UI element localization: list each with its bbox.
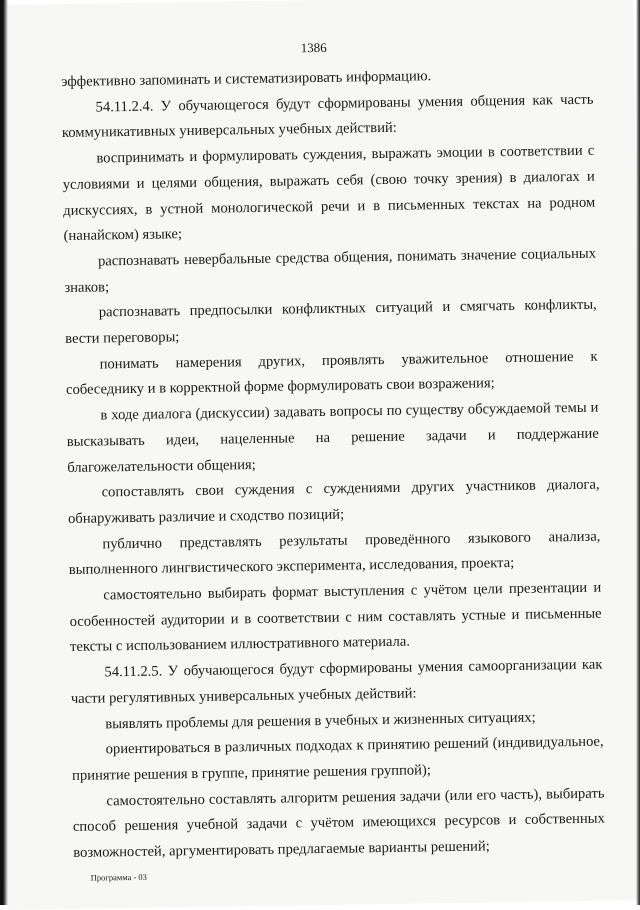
scan-edge-left — [0, 0, 8, 905]
paragraph: самостоятельно выбирать формат выступления с учётом цели презентации и особенностей аудитории и в соответствии с ним составлять устные и письменные тексты с использованием иллюстративного материала. — [69, 579, 602, 656]
paragraph: воспринимать и формулировать суждения, выражать эмоции в соответствии с условиями и целями общения, выражать себя (свою точку зрения) в диалогах и дискуссиях, в устной монологической речи и в письменных текстах на родном (нанайском) языке; — [62, 142, 596, 245]
page-number: 1386 — [300, 39, 327, 56]
paragraph: ориентироваться в различных подходах к принятию решений (индивидуальное, принятие решения в группе, принятие решения группой); — [71, 733, 604, 784]
body-text — [61, 62, 605, 867]
footer-note: Программа - 03 — [90, 871, 147, 883]
scan-edge-right — [636, 0, 640, 905]
paragraph: распознавать невербальные средства общения, понимать значение социальных знаков; — [64, 245, 597, 296]
paragraph: самостоятельно составлять алгоритм решения задачи (или его часть), выбирать способ решения учебной задачи с учётом имеющихся ресурсов и собственных возможностей, аргументировать предлагаемые варианты решений; — [72, 785, 605, 862]
paragraph-continuation: эффективно запоминать и систематизировать информацию. — [61, 68, 432, 91]
paragraph: публично представлять результаты проведённого языкового анализа, выполненного лингвистического эксперимента, исследования, проекта; — [68, 528, 601, 579]
paragraph: выявлять проблемы для решения в учебных и жизненных ситуациях; — [105, 709, 536, 732]
paragraph-section-54-11-2-5: 54.11.2.5. У обучающегося будут сформированы умения самоорганизации как части регулятивных универсальных учебных действий: — [70, 656, 603, 707]
paragraph: понимать намерения других, проявлять уважительное отношение к собеседнику и в корректной форме формулировать свои возражения; — [65, 348, 598, 399]
paragraph: в ходе диалога (дискуссии) задавать вопросы по существу обсуждаемой темы и высказывать идеи, нацеленные на решение задачи и поддержание благожелательности общения; — [66, 399, 599, 476]
paragraph-section-54-11-2-4: 54.11.2.4. У обучающегося будут сформированы умения общения как часть коммуникативных универсальных учебных действий: — [61, 91, 594, 142]
paragraph: сопоставлять свои суждения с суждениями других участников диалога, обнаруживать различие и сходство позиций; — [67, 476, 600, 527]
paragraph: распознавать предпосылки конфликтных ситуаций и смягчать конфликты, вести переговоры; — [65, 296, 597, 348]
